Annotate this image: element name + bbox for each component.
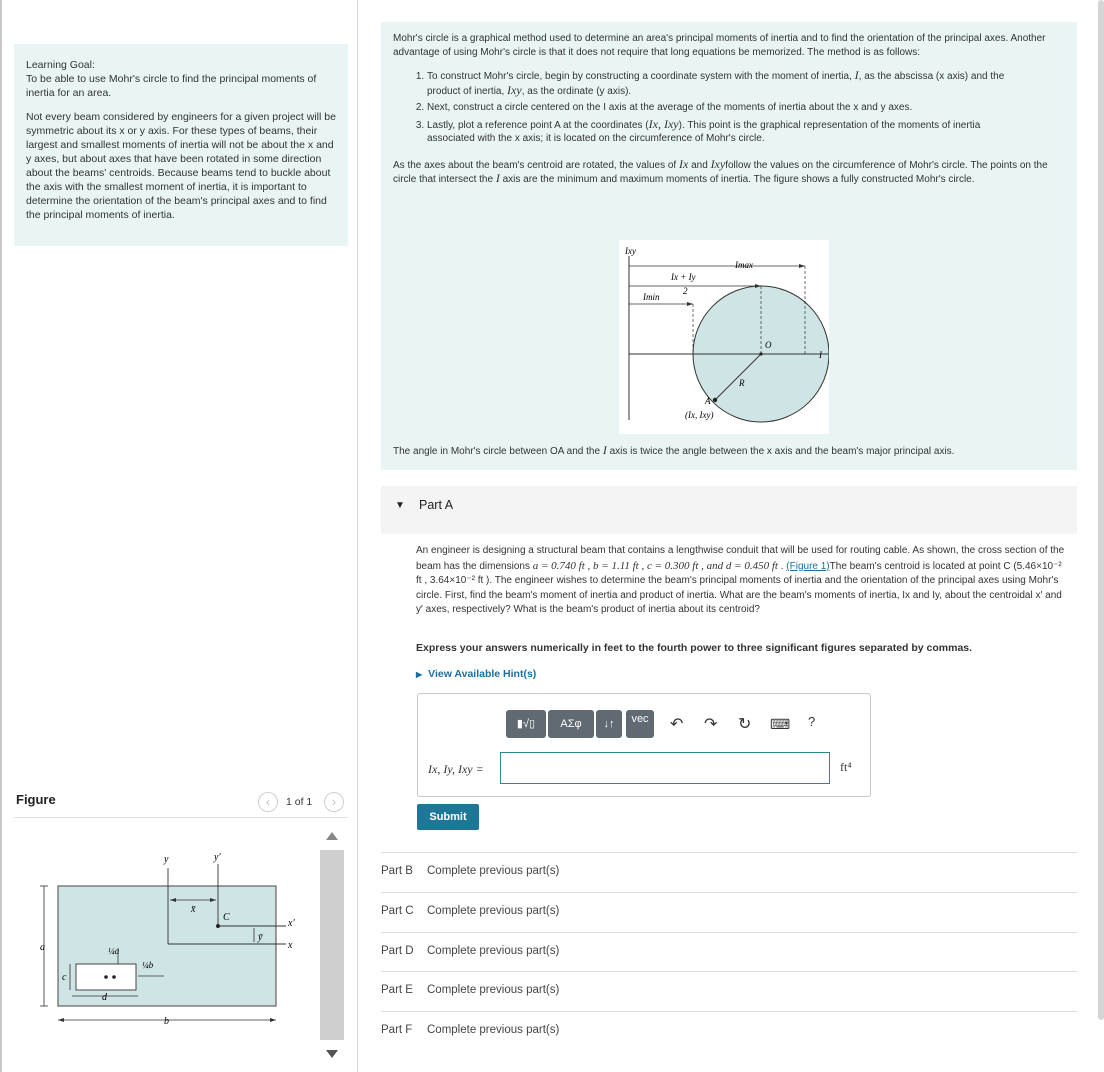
figure-header: [14, 788, 348, 818]
learning-goal-panel: [14, 44, 348, 246]
fig-label-y-bar: ȳ: [258, 932, 263, 943]
mohr-label-o: O: [765, 340, 772, 350]
help-button[interactable]: ?: [808, 714, 816, 729]
step-1: 1. To construct Mohr's circle, begin by constructing a coordinate system with the moment of inertia, I, as the abscissa (x axis) and the product of inertia, Ixy, as the ordinate (y axis).: [427, 69, 1025, 98]
part-name: Part F: [381, 1024, 413, 1036]
express-instruction: Express your answers numerically in feet to the fourth power to three significant figures separated by commas.: [416, 642, 973, 654]
mohr-label-avg-num: Ix + Iy: [671, 272, 696, 282]
view-hints-link[interactable]: ▶ View Available Hint(s): [416, 668, 537, 680]
mohr-label-ixy: Ixy: [625, 246, 636, 256]
learning-goal-body: Not every beam considered by engineers for a given project will be symmetric about its x or y axis. For these types of beams, their largest and smallest moments of inertia will not be about the x and y axes, but about axes that have been rotated in some direction about the beams' centroids. Because beams tend to buckle about the axis with the smallest moment of inertia, it is important to determine the orientation of the beam's principal axes and to find the principal moments of inertia.: [26, 111, 336, 221]
part-status: Complete previous part(s): [427, 1024, 560, 1036]
mohr-label-i: I: [819, 350, 822, 360]
figure-scrollbar[interactable]: [320, 826, 344, 1064]
fig-label-d: d: [102, 992, 107, 1003]
caret-right-icon: ▶: [416, 670, 423, 679]
symbols-button[interactable]: ΑΣφ: [548, 710, 594, 738]
figure-label: Figure: [16, 792, 56, 807]
beam-cross-section-figure: [14, 828, 314, 1068]
intro-paragraph-2: As the axes about the beam's centroid are rotated, the values of Ix and Ixyfollow the values on the circumference of Mohr's circle. The points on the circle that intersect the I axis are the minimum and maximum moments of inertia. The figure shows a fully constructed Mohr's circle.: [393, 156, 1048, 185]
answer-label: Ix, Iy, Ixy =: [428, 762, 484, 776]
undo-icon[interactable]: ↶: [670, 716, 684, 733]
part-name: Part B: [381, 865, 413, 877]
fig-label-quarter-b: ¼b: [142, 960, 154, 970]
mohr-label-r: R: [739, 378, 745, 388]
intro-paragraph-1: Mohr's circle is a graphical method used to determine an area's principal moments of inertia and to find the orientation of the principal axes. Another advantage of using Mohr's circle is that it does not require that long equations be memorized. The method is as follows:: [393, 33, 1046, 58]
part-name: Part C: [381, 905, 414, 917]
page-scrollbar[interactable]: [1098, 0, 1104, 1020]
fig-label-b: b: [164, 1016, 169, 1027]
figure-1-link[interactable]: (Figure 1): [786, 560, 830, 572]
step-2: 2. Next, construct a circle centered on the I axis at the average of the moments of inertia about the x and y axes.: [427, 101, 1025, 115]
fig-label-quarter-a: ¼a: [108, 946, 120, 956]
submit-button[interactable]: Submit: [417, 804, 479, 830]
right-column: [359, 0, 1104, 1072]
redo-icon[interactable]: ↷: [704, 716, 718, 733]
part-status: Complete previous part(s): [427, 905, 560, 917]
part-status: Complete previous part(s): [427, 865, 560, 877]
chevron-right-icon[interactable]: ›: [324, 792, 344, 812]
part-f-row[interactable]: [381, 1011, 1077, 1051]
mohr-circle-figure: [619, 240, 829, 434]
caret-down-icon[interactable]: ▼: [395, 500, 405, 511]
chevron-left-icon[interactable]: ‹: [258, 792, 278, 812]
mohr-label-imax: Imax: [735, 260, 753, 270]
updown-button[interactable]: ↓↑: [596, 710, 622, 738]
part-d-row[interactable]: [381, 932, 1077, 972]
steps-list: [427, 69, 1025, 146]
learning-goal-title: Learning Goal:: [26, 59, 95, 71]
fig-label-y: y: [164, 854, 169, 865]
learning-goal-text: To be able to use Mohr's circle to find the principal moments of inertia for an area.: [26, 73, 317, 99]
answer-unit: ft⁴: [840, 760, 852, 774]
fig-label-x-prime: x′: [288, 918, 295, 929]
fig-label-x-bar: x̄: [191, 904, 196, 915]
fig-label-a: a: [40, 942, 45, 953]
left-column: [0, 0, 358, 1072]
reset-icon[interactable]: ↻: [738, 716, 752, 733]
mohr-label-avg-den: 2: [683, 286, 688, 296]
fig-label-y-prime: y′: [214, 852, 221, 863]
part-name: Part E: [381, 984, 413, 996]
answer-box: [417, 693, 871, 797]
keyboard-icon[interactable]: ⌨: [770, 716, 791, 732]
fig-label-x: x: [288, 940, 293, 951]
mohr-label-point: (Ix, Ixy): [685, 410, 714, 420]
part-c-row[interactable]: [381, 892, 1077, 932]
fig-label-c-point: C: [223, 912, 230, 923]
part-e-row[interactable]: [381, 971, 1077, 1011]
mohr-label-a: A: [705, 396, 711, 406]
fig-label-c: c: [62, 972, 67, 983]
part-status: Complete previous part(s): [427, 945, 560, 957]
part-a-title: Part A: [419, 498, 454, 512]
intro-panel: [381, 22, 1077, 470]
scroll-down-icon[interactable]: [326, 1050, 338, 1058]
part-a-question: An engineer is designing a structural beam that contains a lengthwise conduit that will be used for routing cable. As shown, the cross section of the beam has the dimensions a = 0.740 ft , b = 1.11 ft , c = 0.300 ft , and d = 0.450 ft . (Figure 1)The beam's centroid is located at point C (5.46×10⁻² ft , 3.64×10⁻² ft ). The engineer wishes to determine the beam's principal moments of inertia and the orientation of the principal axes using Mohr's circle. First, find the beam's moment of inertia and product of inertia. What are the beam's moments of inertia, Ix and Iy, about the centroidal x′ and y′ axes, respectively? What is the beam's product of inertia about its centroid?: [416, 545, 1065, 615]
mohr-label-imin: Imin: [643, 292, 660, 302]
part-name: Part D: [381, 945, 414, 957]
step-3: 3. Lastly, plot a reference point A at the coordinates (Ix, Ixy). This point is the graphical representation of the moments of inertia associated with the x axis; it is located on the circumference of Mohr's circle.: [427, 118, 1025, 146]
answer-input[interactable]: [500, 752, 830, 784]
part-a-header[interactable]: [381, 486, 1077, 534]
templates-button[interactable]: ▮√▯: [506, 710, 546, 738]
scroll-up-icon[interactable]: [326, 832, 338, 840]
figure-counter: 1 of 1: [286, 796, 313, 808]
part-b-row[interactable]: [381, 852, 1077, 892]
vec-button[interactable]: vec: [626, 710, 654, 738]
intro-paragraph-3: The angle in Mohr's circle between OA and the I axis is twice the angle between the x axis and the beam's major principal axis.: [393, 443, 955, 457]
part-status: Complete previous part(s): [427, 984, 560, 996]
